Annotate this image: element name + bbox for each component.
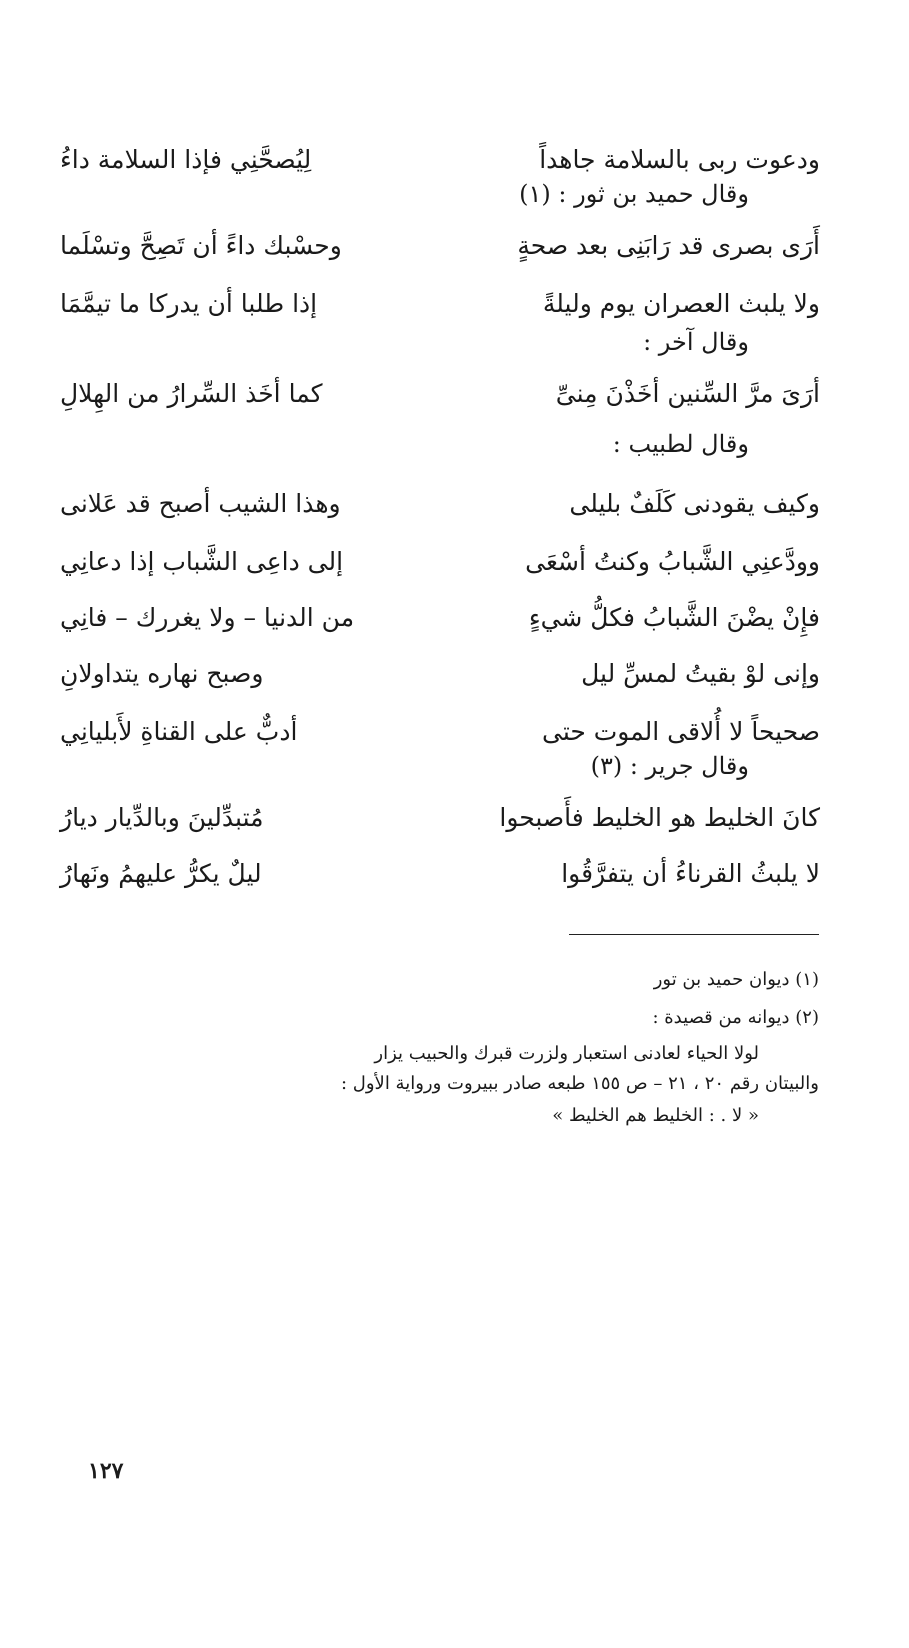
page-number: ١٢٧ bbox=[88, 1458, 124, 1484]
verse-second-hemistich: وحسْبك داءً أن تَصِحَّ وتسْلَما bbox=[60, 231, 342, 260]
footnote-1: (١) ديوان حميد بن تور bbox=[653, 969, 819, 990]
verse-first-hemistich: وودَّعنِي الشَّبابُ وكنتُ أسْعَى bbox=[525, 547, 820, 576]
verse-first-hemistich: ولا يلبث العصران يوم وليلةً bbox=[542, 289, 820, 318]
verse-line bbox=[60, 854, 820, 894]
footnote-2-quote: « لا . : الخليط هم الخليط » bbox=[552, 1105, 759, 1126]
intro-line-akhar: وقال آخر : bbox=[643, 328, 749, 356]
verse-first-hemistich: كانَ الخليط هو الخليط فأَصبحوا bbox=[499, 803, 820, 832]
footnote-2-verse: لولا الحياء لعادنى استعبار ولزرت قبرك والحبيب يزار bbox=[374, 1043, 759, 1064]
verse-first-hemistich: صحيحاً لا أُلاقى الموت حتى bbox=[541, 717, 820, 746]
verse-first-hemistich: وإنى لوْ بقيتُ لمسِّ ليل bbox=[581, 659, 820, 688]
verse-line bbox=[60, 140, 820, 180]
verse-first-hemistich: ودعوت ربى بالسلامة جاهداً bbox=[539, 145, 820, 174]
verse-line bbox=[60, 654, 820, 694]
verse-second-hemistich: من الدنيا – ولا يغررك – فانِي bbox=[60, 603, 355, 632]
intro-line-hamid: وقال حميد بن ثور : (١) bbox=[519, 180, 749, 208]
verse-line bbox=[60, 284, 820, 324]
verse-first-hemistich: لا يلبثُ القرناءُ أن يتفرَّقُوا bbox=[561, 859, 820, 888]
verse-first-hemistich: أرَىَ مرَّ السِّنين أخَذْنَ مِنىِّ bbox=[555, 379, 820, 408]
verse-line bbox=[60, 598, 820, 638]
verse-second-hemistich: كما أخَذ السِّرارُ من الهِلالِ bbox=[60, 379, 323, 408]
footnote-separator bbox=[569, 934, 819, 935]
intro-line-jarir: وقال جرير : (٣) bbox=[590, 752, 749, 780]
verse-line bbox=[60, 484, 820, 524]
verse-second-hemistich: إلى داعِى الشَّباب إذا دعانِي bbox=[60, 547, 344, 576]
verse-second-hemistich: وصبح نهاره يتداولانِ bbox=[60, 659, 264, 688]
footnote-2-note: والبيتان رقم ٢٠ ، ٢١ – ص ١٥٥ طبعه صادر ببيروت ورواية الأول : bbox=[341, 1073, 819, 1094]
verse-first-hemistich: فإِنْ يضْنَ الشَّبابُ فكلُّ شيءٍ bbox=[528, 603, 820, 632]
verse-line bbox=[60, 374, 820, 414]
verse-second-hemistich: ليلٌ يكرُّ عليهمُ ونَهارُ bbox=[60, 859, 262, 888]
verse-second-hemistich: مُتبدِّلينَ وبالدِّيار ديارُ bbox=[60, 803, 264, 832]
footnote-2: (٢) ديوانه من قصيدة : bbox=[652, 1007, 819, 1028]
verse-second-hemistich: إذا طلبا أن يدركا ما تيمَّمَا bbox=[60, 289, 318, 318]
verse-first-hemistich: أَرَى بصرى قد رَابَنِى بعد صحةٍ bbox=[517, 231, 820, 260]
verse-line bbox=[60, 542, 820, 582]
verse-second-hemistich: أدبٌّ على القناةِ لأَبليانِي bbox=[60, 717, 298, 746]
verse-second-hemistich: لِيُصحَّنِي فإذا السلامة داءُ bbox=[60, 145, 312, 174]
intro-line-tabib: وقال لطبيب : bbox=[612, 430, 749, 458]
verse-line bbox=[60, 798, 820, 838]
verse-first-hemistich: وكيف يقودنى كَلَفٌ بليلى bbox=[569, 489, 820, 518]
verse-line bbox=[60, 226, 820, 266]
verse-line bbox=[60, 712, 820, 752]
verse-second-hemistich: وهذا الشيب أصبح قد عَلانى bbox=[60, 489, 341, 518]
